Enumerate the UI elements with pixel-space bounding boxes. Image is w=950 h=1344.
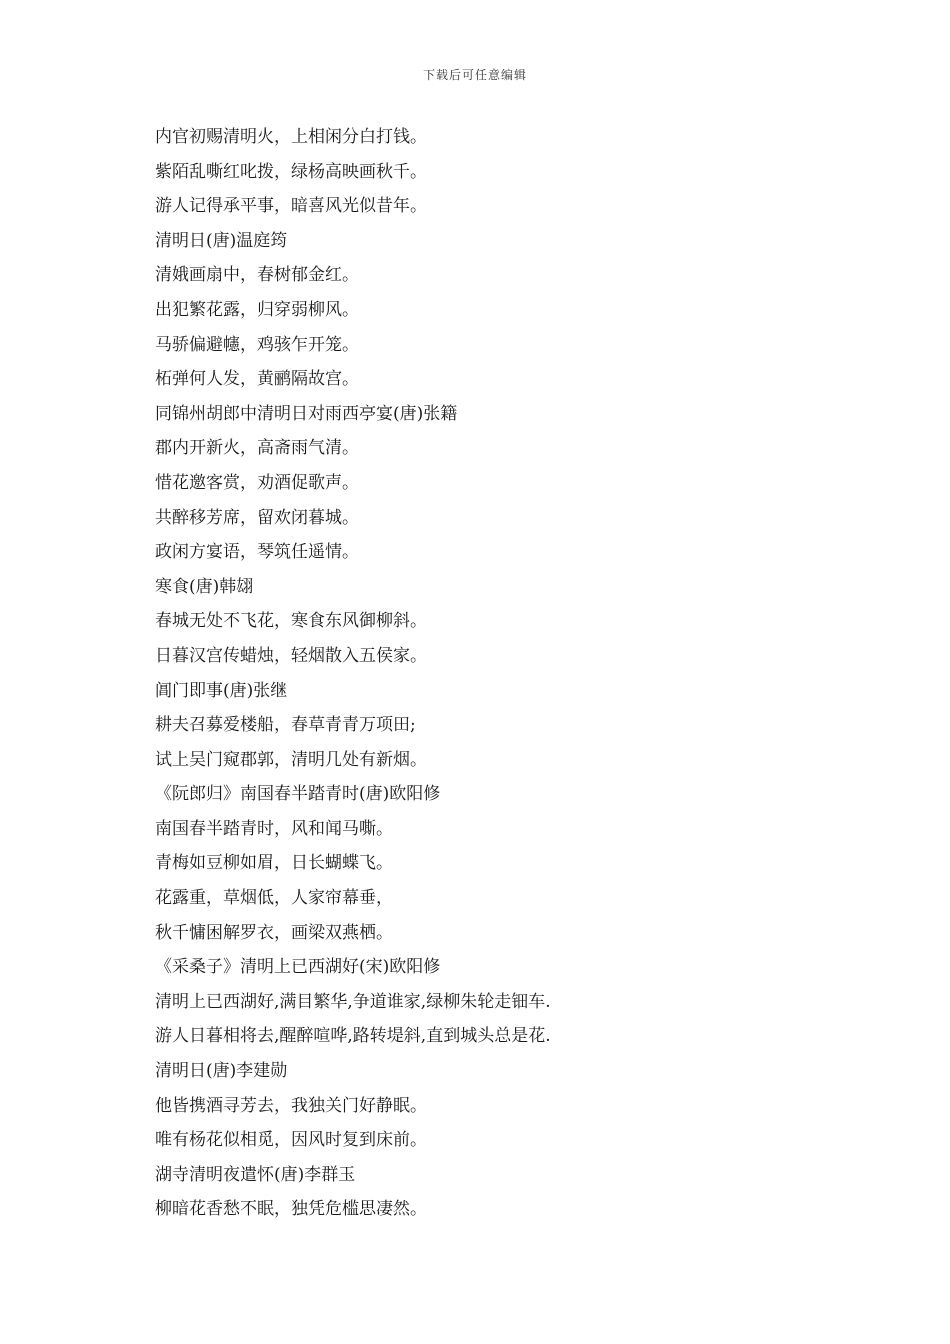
text-line: 秋千慵困解罗衣，画梁双燕栖。 [155,922,393,943]
text-line: 政闲方宴语，琴筑任遥情。 [155,542,359,563]
text-line: 耕夫召募爱楼船，春草青青万项田; [155,715,416,736]
poem-title: 清明日(唐)李建勋 [155,1061,288,1082]
text-line: 惜花邀客赏，劝酒促歌声。 [155,472,359,493]
poem-title: 湖寺清明夜遣怀(唐)李群玉 [155,1164,356,1185]
text-line: 郡内开新火，高斋雨气清。 [155,438,359,459]
poem-title: 寒食(唐)韩翃 [155,576,254,597]
poem-title: 清明日(唐)温庭筠 [155,230,288,251]
poem-text [155,120,855,1227]
page-header: 下载后可任意编辑 [422,68,527,82]
text-line: 柳暗花香愁不眠，独凭危槛思凄然。 [155,1199,427,1220]
text-line: 出犯繁花露，归穿弱柳风。 [155,299,359,320]
text-line: 花露重，草烟低，人家帘幕垂， [155,888,393,909]
text-line: 内官初赐清明火，上相闲分白打钱。 [155,127,427,147]
text-line: 清娥画扇中，春树郁金红。 [155,265,359,286]
poem-title: 《采桑子》清明上已西湖好(宋)欧阳修 [155,957,441,978]
text-line: 青梅如豆柳如眉，日长蝴蝶飞。 [155,853,393,874]
text-line: 共醉移芳席，留欢闭暮城。 [155,507,359,528]
text-line: 马骄偏避幰，鸡骇乍开笼。 [155,334,359,355]
text-line: 清明上已西湖好,满目繁华,争道谁家,绿柳朱轮走钿车. [155,991,551,1012]
text-line: 唯有杨花似相觅，因风时复到床前。 [155,1130,427,1151]
poem-title: 《阮郎归》南国春半踏青时(唐)欧阳修 [155,784,441,805]
text-line: 游人记得承平事，暗喜风光似昔年。 [155,196,427,217]
text-line: 春城无处不飞花，寒食东风御柳斜。 [155,611,427,632]
text-line: 游人日暮相将去,醒醉喧哗,路转堤斜,直到城头总是花. [155,1026,551,1047]
text-line: 柘弹何人发，黄鹂隔故宫。 [155,369,359,390]
poem-title: 同锦州胡郎中清明日对雨西亭宴(唐)张籍 [155,403,458,424]
poem-title: 阊门即事(唐)张继 [155,680,288,701]
text-line: 他皆携酒寻芳去，我独关门好静眠。 [155,1095,427,1116]
text-line: 南国春半踏青时，风和闻马嘶。 [155,818,393,839]
text-line: 日暮汉宫传蜡烛，轻烟散入五侯家。 [155,645,427,666]
text-line: 试上吴门窥郡郭，清明几处有新烟。 [155,749,427,770]
text-line: 紫陌乱嘶红叱拨，绿杨高映画秋千。 [155,161,427,182]
